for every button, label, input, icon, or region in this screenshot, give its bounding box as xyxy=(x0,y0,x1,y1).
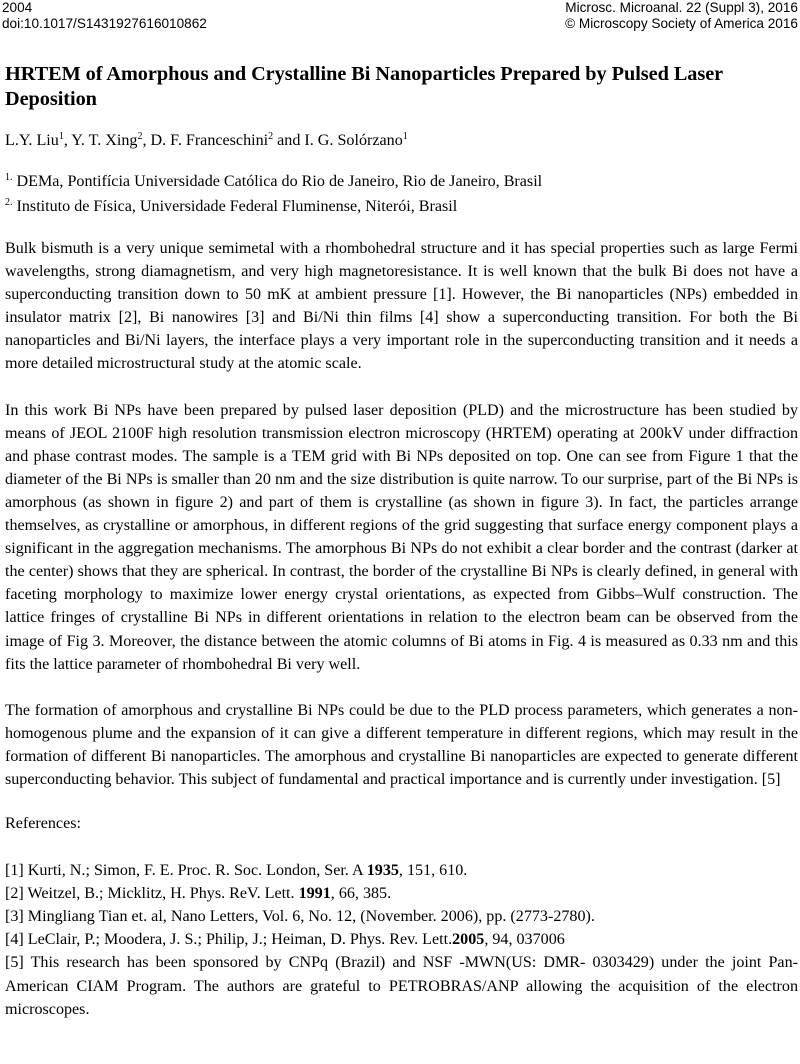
paper-title: HRTEM of Amorphous and Crystalline Bi Nanoparticles Prepared by Pulsed Laser Deposition xyxy=(5,63,723,110)
author-affiliation-marker: 2 xyxy=(137,131,143,142)
reference-text: [3] Mingliang Tian et. al, Nano Letters, Vol. 6, No. 12, (November. 2006), pp. (2773-2780). xyxy=(5,908,595,926)
author xyxy=(5,132,71,149)
reference-year: 2005 xyxy=(452,931,485,949)
reference-item xyxy=(5,905,798,928)
doi: doi:10.1017/S1431927616010862 xyxy=(2,16,207,31)
reference-item xyxy=(5,951,798,1020)
author-separator: and xyxy=(273,132,305,149)
reference-list xyxy=(5,859,798,1021)
reference-item xyxy=(5,928,798,951)
reference-year: 1935 xyxy=(366,862,399,880)
author xyxy=(304,132,407,149)
author-name: Y. T. Xing xyxy=(71,132,138,149)
reference-year: 1991 xyxy=(298,885,331,903)
header-left xyxy=(2,0,207,32)
header-right xyxy=(565,0,798,32)
reference-tail: , 66, 385. xyxy=(330,885,392,903)
reference-item xyxy=(5,882,798,905)
affiliation-number: 1. xyxy=(5,172,13,183)
copyright-notice: © Microscopy Society of America 2016 xyxy=(565,16,798,31)
reference-tail: , 151, 610. xyxy=(398,862,468,880)
author xyxy=(71,132,150,149)
author-name: I. G. Solórzano xyxy=(304,132,403,149)
reference-text: [4] LeClair, P.; Moodera, J. S.; Philip, J.; Heiman, D. Phys. Rev. Lett. xyxy=(5,931,453,949)
affiliation xyxy=(5,194,798,219)
author-name: D. F. Franceschini xyxy=(150,132,269,149)
affiliation-number: 2. xyxy=(5,197,13,208)
reference-text: [1] Kurti, N.; Simon, F. E. Proc. R. Soc. London, Ser. A xyxy=(5,862,367,880)
page-number: 2004 xyxy=(2,0,33,15)
author-affiliation-marker: 1 xyxy=(402,131,408,142)
author-affiliation-marker: 1 xyxy=(58,131,64,142)
author-list xyxy=(5,131,798,151)
running-header xyxy=(0,0,800,34)
body-paragraph: Bulk bismuth is a very unique semimetal with a rhombohedral structure and it has special properties such as large Fermi wavelengths, strong diamagnetism, and very high magnetoresistance. It is well known that the bulk Bi does not have a superconducting transition down to 50 mK at ambient pressure [1]. However, the Bi nanoparticles (NPs) embedded in insulator matrix [2], Bi nanowires [3] and Bi/Ni thin films [4] show a superconducting transition. For both the Bi nanoparticles and Bi/Ni layers, the interface plays a very important role in the superconducting transition and it needs a more detailed microstructural study at the atomic scale. xyxy=(5,240,798,373)
journal-citation: Microsc. Microanal. 22 (Suppl 3), 2016 xyxy=(565,0,798,15)
reference-text: [5] This research has been sponsored by CNPq (Brazil) and NSF -MWN(US: DMR- 0303429) under the joint Pan-American CIAM Program. The authors are grateful to PETROBRAS/ANP allowing the acquisition of the electron microscopes. xyxy=(5,954,798,1018)
body-paragraph: The formation of amorphous and crystalline Bi NPs could be due to the PLD process parameters, which generates a non-homogenous plume and the expansion of it can give a different temperature in different regions, which may result in the formation of different Bi nanoparticles. The amorphous and crystalline Bi nanoparticles are expected to generate different superconducting behavior. This subject of fundamental and practical importance and is currently under investigation. [5] xyxy=(5,701,798,788)
reference-tail: , 94, 037006 xyxy=(484,931,565,949)
author-name: L.Y. Liu xyxy=(5,132,59,149)
affiliation-list xyxy=(5,169,798,219)
article-body xyxy=(5,62,798,1021)
affiliation xyxy=(5,169,798,194)
references-heading: References: xyxy=(5,815,81,833)
reference-text: [2] Weitzel, B.; Micklitz, H. Phys. ReV. Lett. xyxy=(5,885,299,903)
author xyxy=(151,132,305,149)
author-separator: , xyxy=(63,132,72,149)
author-affiliation-marker: 2 xyxy=(268,131,274,142)
reference-item xyxy=(5,859,798,882)
body-paragraph: In this work Bi NPs have been prepared by pulsed laser deposition (PLD) and the microstructure has been studied by means of JEOL 2100F high resolution transmission electron microscopy (HRTEM) operating at 200kV under diffraction and phase contrast modes. The sample is a TEM grid with Bi NPs deposited on top. One can see from Figure 1 that the diameter of the Bi NPs is smaller than 20 nm and the size distribution is quite narrow. To our surprise, part of the Bi NPs is amorphous (as shown in figure 2) and part of them is crystalline (as shown in figure 3). In fact, the particles arrange themselves, as crystalline or amorphous, in different regions of the grid suggesting that surface energy component plays a significant in the aggregation mechanisms. The amorphous Bi NPs do not exhibit a clear border and the contrast (darker at the center) shows that they are spherical. In contrast, the border of the crystalline Bi NPs is clearly defined, in general with faceting morphology to maximize lower energy crystal orientations, as expected from Gibbs–Wulf construction. The lattice fringes of crystalline Bi NPs in different orientations in relation to the electron beam can be observed from the image of Fig 3. Moreover, the distance between the atomic columns of Bi atoms in Fig. 4 is measured as 0.33 nm and this fits the lattice parameter of rhombohedral Bi very well. xyxy=(5,401,798,673)
affiliation-text: Instituto de Física, Universidade Federal Fluminense, Niterói, Brasil xyxy=(16,198,458,215)
affiliation-text: DEMa, Pontifícia Universidade Católica do Rio de Janeiro, Rio de Janeiro, Brasil xyxy=(16,173,543,190)
author-separator: , xyxy=(142,132,151,149)
